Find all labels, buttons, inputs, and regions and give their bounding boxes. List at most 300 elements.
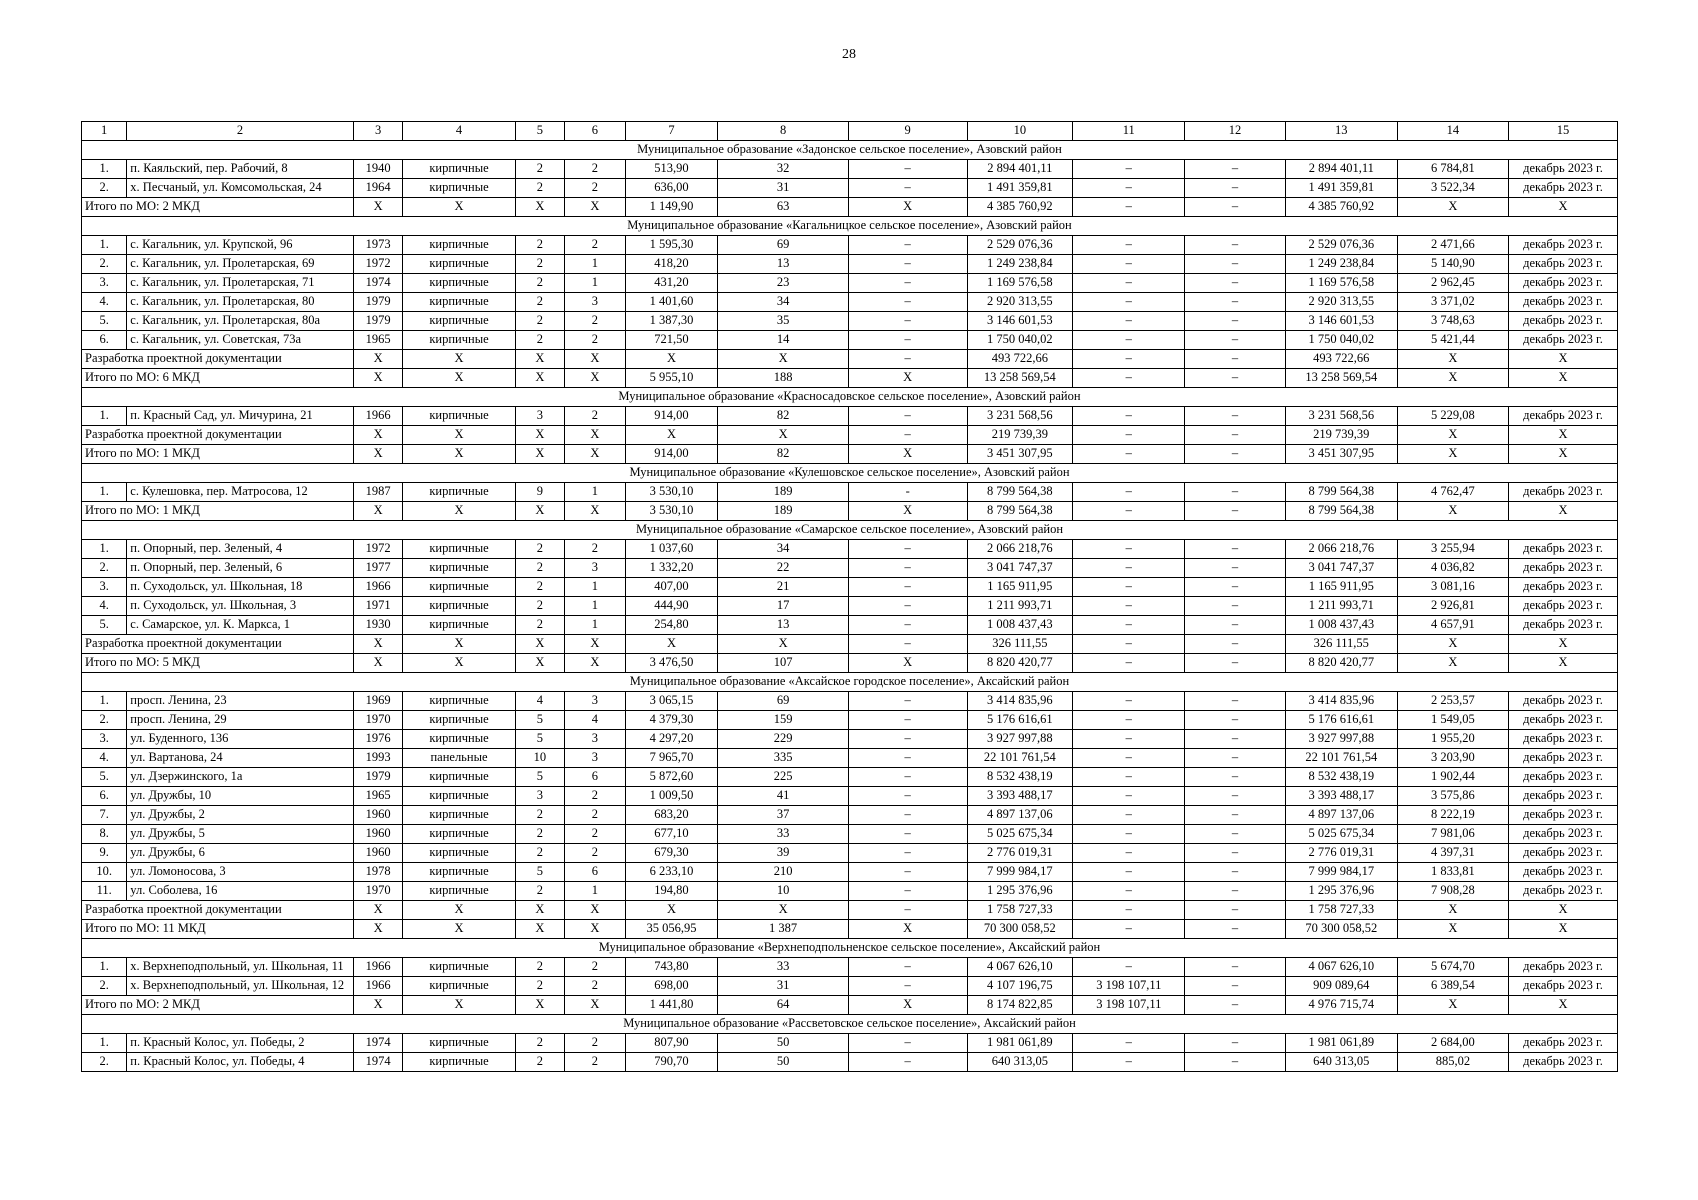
table-cell: – [848,274,967,293]
address-cell: ул. Вартанова, 24 [127,749,354,768]
table-cell: – [1073,426,1185,445]
table-cell: 914,00 [625,445,718,464]
address-cell: п. Суходольск, ул. Школьная, 3 [127,597,354,616]
table-cell: 1 758 727,33 [1285,901,1397,920]
table-cell: 35 [718,312,849,331]
table-cell: 8 174 822,85 [967,996,1073,1015]
table-cell: декабрь 2023 г. [1508,844,1617,863]
table-cell: Х [1397,920,1508,939]
table-cell: 1 595,30 [625,236,718,255]
table-cell: 1972 [353,540,403,559]
table-cell: – [848,578,967,597]
table-cell: 1979 [353,312,403,331]
table-cell: 1 008 437,43 [967,616,1073,635]
table-cell: – [1185,350,1285,369]
table-cell: кирпичные [403,255,515,274]
table-cell: 2 [515,825,565,844]
table-cell: – [1073,559,1185,578]
table-cell: 3 [565,730,625,749]
column-number-cell: 11 [1073,122,1185,141]
table-cell: 5 025 675,34 [967,825,1073,844]
table-cell: 2 [515,331,565,350]
table-cell: 2 [565,825,625,844]
table-cell: 2 [515,559,565,578]
table-cell: – [1185,901,1285,920]
table-cell: – [1073,635,1185,654]
table-cell: декабрь 2023 г. [1508,578,1617,597]
table-cell: 8 820 420,77 [967,654,1073,673]
table-cell: Х [1397,996,1508,1015]
table-cell: 1969 [353,692,403,711]
table-cell: Х [565,426,625,445]
table-cell: – [1073,768,1185,787]
table-cell: 2 [515,616,565,635]
table-cell: – [1185,996,1285,1015]
table-cell: 2 066 218,76 [1285,540,1397,559]
table-cell: 2 [565,331,625,350]
table-cell: 1 981 061,89 [1285,1034,1397,1053]
building-row [82,616,1618,635]
table-cell: 13 [718,616,849,635]
table-cell: – [1185,597,1285,616]
table-cell: 2 962,45 [1397,274,1508,293]
table-cell: декабрь 2023 г. [1508,692,1617,711]
table-cell: 2 [515,597,565,616]
table-cell: 5 [515,730,565,749]
building-row [82,1034,1618,1053]
table-cell: 2 [565,1034,625,1053]
table-cell: кирпичные [403,1053,515,1072]
table-cell: 2 529 076,36 [967,236,1073,255]
table-cell: кирпичные [403,179,515,198]
municipality-title: Муниципальное образование «Верхнеподпольненское сельское поселение», Аксайский район [82,939,1618,958]
table-cell: 1 549,05 [1397,711,1508,730]
table-cell: 1987 [353,483,403,502]
table-cell: Х [515,502,565,521]
building-row [82,977,1618,996]
table-cell: Х [1397,350,1508,369]
table-cell: 5 674,70 [1397,958,1508,977]
table-cell: 2. [82,255,127,274]
table-cell: 6. [82,787,127,806]
table-cell: 2 926,81 [1397,597,1508,616]
table-cell: Х [1508,901,1617,920]
municipality-title: Муниципальное образование «Рассветовское сельское поселение», Аксайский район [82,1015,1618,1034]
table-cell: 5 421,44 [1397,331,1508,350]
table-cell: 1971 [353,597,403,616]
table-cell: 4. [82,293,127,312]
table-cell: 11. [82,882,127,901]
table-cell: – [1073,274,1185,293]
table-cell: декабрь 2023 г. [1508,293,1617,312]
table-cell: 3 231 568,56 [967,407,1073,426]
table-cell: 1 [565,882,625,901]
table-cell: 1930 [353,616,403,635]
table-cell: – [848,977,967,996]
column-number-cell: 13 [1285,122,1397,141]
address-cell: ул. Дружбы, 10 [127,787,354,806]
table-cell: 1 211 993,71 [967,597,1073,616]
table-cell: 513,90 [625,160,718,179]
table-cell: – [1073,920,1185,939]
table-cell: декабрь 2023 г. [1508,825,1617,844]
table-cell: 2 [565,958,625,977]
table-cell: 5 176 616,61 [1285,711,1397,730]
table-cell: Х [1397,426,1508,445]
table-cell: декабрь 2023 г. [1508,768,1617,787]
table-cell: 4 762,47 [1397,483,1508,502]
table-cell: – [1073,616,1185,635]
building-row [82,331,1618,350]
table-cell: 8 799 564,38 [1285,502,1397,521]
table-cell: 2. [82,1053,127,1072]
table-cell: Х [848,445,967,464]
table-cell: декабрь 2023 г. [1508,312,1617,331]
address-cell: ул. Ломоносова, 3 [127,863,354,882]
table-cell: 70 300 058,52 [1285,920,1397,939]
table-cell: 683,20 [625,806,718,825]
table-cell: Х [565,198,625,217]
table-cell: 640 313,05 [1285,1053,1397,1072]
table-cell: 1 833,81 [1397,863,1508,882]
municipality-section-row [82,939,1618,958]
address-cell: п. Красный Колос, ул. Победы, 2 [127,1034,354,1053]
table-cell: – [848,350,967,369]
table-cell: – [848,236,967,255]
building-row [82,863,1618,882]
municipality-section-row [82,388,1618,407]
municipality-section-row [82,217,1618,236]
table-cell: – [1073,236,1185,255]
table-cell: Х [515,369,565,388]
table-cell: Х [565,901,625,920]
summary-label: Итого по МО: 1 МКД [82,502,354,521]
table-cell: кирпичные [403,483,515,502]
table-cell: 2. [82,179,127,198]
building-row [82,274,1618,293]
table-cell: Х [565,502,625,521]
table-cell: 219 739,39 [1285,426,1397,445]
table-cell: Х [1508,920,1617,939]
table-cell: 3 522,34 [1397,179,1508,198]
table-cell: 2 [515,578,565,597]
table-cell: 5. [82,312,127,331]
summary-label: Разработка проектной документации [82,901,354,920]
table-cell: 326 111,55 [967,635,1073,654]
table-cell: 1 [565,274,625,293]
table-cell: 1 332,20 [625,559,718,578]
table-cell: Х [353,996,403,1015]
table-cell: – [1073,692,1185,711]
table-cell: Х [1397,635,1508,654]
table-cell: Х [565,445,625,464]
table-cell: 2 529 076,36 [1285,236,1397,255]
table-cell: – [1073,787,1185,806]
address-cell: х. Верхнеподпольный, ул. Школьная, 11 [127,958,354,977]
table-cell: Х [848,198,967,217]
table-cell: Х [353,635,403,654]
table-cell: 1973 [353,236,403,255]
table-cell: 1 441,80 [625,996,718,1015]
table-cell: – [1185,616,1285,635]
column-number-cell: 9 [848,122,967,141]
table-cell: 1993 [353,749,403,768]
table-cell: 50 [718,1053,849,1072]
table-cell: – [1073,445,1185,464]
table-cell: 3 530,10 [625,483,718,502]
table-cell: Х [353,426,403,445]
column-number-cell: 5 [515,122,565,141]
column-number-cell: 10 [967,122,1073,141]
municipality-title: Муниципальное образование «Самарское сельское поселение», Азовский район [82,521,1618,540]
table-cell: – [1073,502,1185,521]
table-cell: 2 776 019,31 [1285,844,1397,863]
table-cell: – [848,711,967,730]
table-cell: 10 [718,882,849,901]
table-cell: 7 981,06 [1397,825,1508,844]
column-number-cell: 6 [565,122,625,141]
table-cell: – [1073,749,1185,768]
table-cell: декабрь 2023 г. [1508,787,1617,806]
table-cell: 1 249 238,84 [967,255,1073,274]
table-cell: декабрь 2023 г. [1508,806,1617,825]
table-cell: 2 [515,806,565,825]
table-cell: – [1185,483,1285,502]
table-cell: 1979 [353,293,403,312]
table-cell: – [1185,445,1285,464]
table-cell: 1 008 437,43 [1285,616,1397,635]
table-cell: – [1185,958,1285,977]
table-cell: 35 056,95 [625,920,718,939]
table-cell: 8 532 438,19 [1285,768,1397,787]
table-cell: 431,20 [625,274,718,293]
table-cell: 1970 [353,882,403,901]
table-cell: 2 [515,160,565,179]
table-cell: Х [1508,198,1617,217]
column-number-cell: 3 [353,122,403,141]
table-cell: 3 198 107,11 [1073,977,1185,996]
table-cell: – [1185,559,1285,578]
table-cell: 1972 [353,255,403,274]
table-cell: 3. [82,730,127,749]
table-cell: 5 229,08 [1397,407,1508,426]
table-cell: 2 [515,236,565,255]
summary-row [82,654,1618,673]
summary-row [82,445,1618,464]
table-cell: – [1073,958,1185,977]
table-cell: 3 [515,787,565,806]
table-cell: – [1185,255,1285,274]
table-cell: 1 401,60 [625,293,718,312]
address-cell: с. Самарское, ул. К. Маркса, 1 [127,616,354,635]
table-cell: 885,02 [1397,1053,1508,1072]
table-cell: декабрь 2023 г. [1508,882,1617,901]
building-row [82,540,1618,559]
building-row [82,255,1618,274]
column-number-cell: 12 [1185,122,1285,141]
address-cell: п. Суходольск, ул. Школьная, 18 [127,578,354,597]
municipality-section-row [82,141,1618,160]
address-cell: с. Кагальник, ул. Пролетарская, 80 [127,293,354,312]
table-cell: 1 165 911,95 [967,578,1073,597]
table-cell: Х [565,920,625,939]
building-row [82,711,1618,730]
table-cell: 3 393 488,17 [967,787,1073,806]
table-cell: Х [848,654,967,673]
table-cell: Х [1397,901,1508,920]
table-cell: декабрь 2023 г. [1508,730,1617,749]
table-cell: – [848,901,967,920]
table-cell: 2 894 401,11 [1285,160,1397,179]
address-cell: п. Красный Колос, ул. Победы, 4 [127,1053,354,1072]
table-cell: – [848,1053,967,1072]
municipality-section-row [82,464,1618,483]
table-cell: – [848,597,967,616]
table-cell: 2 [515,540,565,559]
table-cell: 7. [82,806,127,825]
table-cell: 1 [565,483,625,502]
table-cell: 23 [718,274,849,293]
table-cell: декабрь 2023 г. [1508,977,1617,996]
table-cell: кирпичные [403,882,515,901]
table-cell: 10. [82,863,127,882]
table-cell: 1966 [353,958,403,977]
table-cell: 636,00 [625,179,718,198]
table-cell: – [848,426,967,445]
table-cell: Х [403,901,515,920]
table-cell: Х [515,996,565,1015]
table-cell: Х [625,350,718,369]
table-cell: – [1185,863,1285,882]
table-cell: 1. [82,1034,127,1053]
table-cell: 3 [565,692,625,711]
table-cell: кирпичные [403,1034,515,1053]
table-cell: – [1073,312,1185,331]
table-cell: 2 066 218,76 [967,540,1073,559]
table-cell: – [1185,407,1285,426]
table-cell: 4 897 137,06 [967,806,1073,825]
table-cell: – [848,616,967,635]
table-cell: Х [353,198,403,217]
table-cell: декабрь 2023 г. [1508,1053,1617,1072]
table-cell: 3 530,10 [625,502,718,521]
table-cell: кирпичные [403,274,515,293]
table-cell: 3 065,15 [625,692,718,711]
table-cell: Х [353,369,403,388]
address-cell: просп. Ленина, 29 [127,711,354,730]
table-cell: 1. [82,407,127,426]
table-cell: 10 [515,749,565,768]
table-cell: 7 999 984,17 [967,863,1073,882]
table-cell: 3 198 107,11 [1073,996,1185,1015]
table-cell: 2 [515,882,565,901]
table-cell: – [1185,692,1285,711]
table-cell: 188 [718,369,849,388]
table-cell: 3 476,50 [625,654,718,673]
table-cell: 1 009,50 [625,787,718,806]
table-cell: 8 532 438,19 [967,768,1073,787]
address-cell: просп. Ленина, 23 [127,692,354,711]
table-cell: 8 799 564,38 [967,483,1073,502]
table-cell: 1 955,20 [1397,730,1508,749]
table-cell: кирпичные [403,787,515,806]
building-row [82,578,1618,597]
table-cell: – [848,958,967,977]
table-cell: – [848,825,967,844]
table-cell: 4. [82,749,127,768]
table-cell: 4 067 626,10 [1285,958,1397,977]
table-cell: 1. [82,483,127,502]
table-cell: – [848,749,967,768]
table-cell: 2 [565,1053,625,1072]
table-cell: 5 955,10 [625,369,718,388]
table-cell: 3 146 601,53 [1285,312,1397,331]
table-cell: – [1185,179,1285,198]
table-cell: Х [848,502,967,521]
table-cell: – [1073,730,1185,749]
table-cell: 2 471,66 [1397,236,1508,255]
building-row [82,958,1618,977]
table-cell: – [848,787,967,806]
table-cell: 189 [718,483,849,502]
table-cell: – [848,179,967,198]
table-cell: 1960 [353,844,403,863]
table-cell: 2 253,57 [1397,692,1508,711]
table-cell: 2 [515,255,565,274]
table-cell: 6 233,10 [625,863,718,882]
table-cell: кирпичные [403,977,515,996]
table-cell: 2 894 401,11 [967,160,1073,179]
building-row [82,787,1618,806]
table-cell: – [848,1034,967,1053]
table-cell: Х [1508,502,1617,521]
column-number-cell: 7 [625,122,718,141]
table-cell: 4 107 196,75 [967,977,1073,996]
address-cell: п. Каяльский, пер. Рабочий, 8 [127,160,354,179]
table-cell: 9. [82,844,127,863]
table-cell: – [1073,901,1185,920]
table-cell: Х [1508,654,1617,673]
table-cell: 4 976 715,74 [1285,996,1397,1015]
table-cell: декабрь 2023 г. [1508,958,1617,977]
table-cell: 698,00 [625,977,718,996]
table-cell: 1. [82,236,127,255]
table-cell: – [1185,293,1285,312]
table-cell: 1 491 359,81 [1285,179,1397,198]
table-cell: 1974 [353,1034,403,1053]
table-cell: 5. [82,768,127,787]
table-cell: 3 255,94 [1397,540,1508,559]
table-cell: 3 927 997,88 [967,730,1073,749]
table-cell: Х [1397,198,1508,217]
table-cell: Х [1508,369,1617,388]
table-cell: декабрь 2023 г. [1508,179,1617,198]
building-row [82,882,1618,901]
table-cell: 3 371,02 [1397,293,1508,312]
table-cell: 2 [565,844,625,863]
table-cell: Х [625,635,718,654]
table-cell: 1966 [353,407,403,426]
table-cell: 4 657,91 [1397,616,1508,635]
table-cell: – [1073,331,1185,350]
table-cell: 1 [565,597,625,616]
table-cell: 1966 [353,977,403,996]
table-cell: 2 [515,179,565,198]
table-cell: 1 750 040,02 [967,331,1073,350]
table-cell: – [848,407,967,426]
column-number-cell: 15 [1508,122,1617,141]
address-cell: х. Верхнеподпольный, ул. Школьная, 12 [127,977,354,996]
